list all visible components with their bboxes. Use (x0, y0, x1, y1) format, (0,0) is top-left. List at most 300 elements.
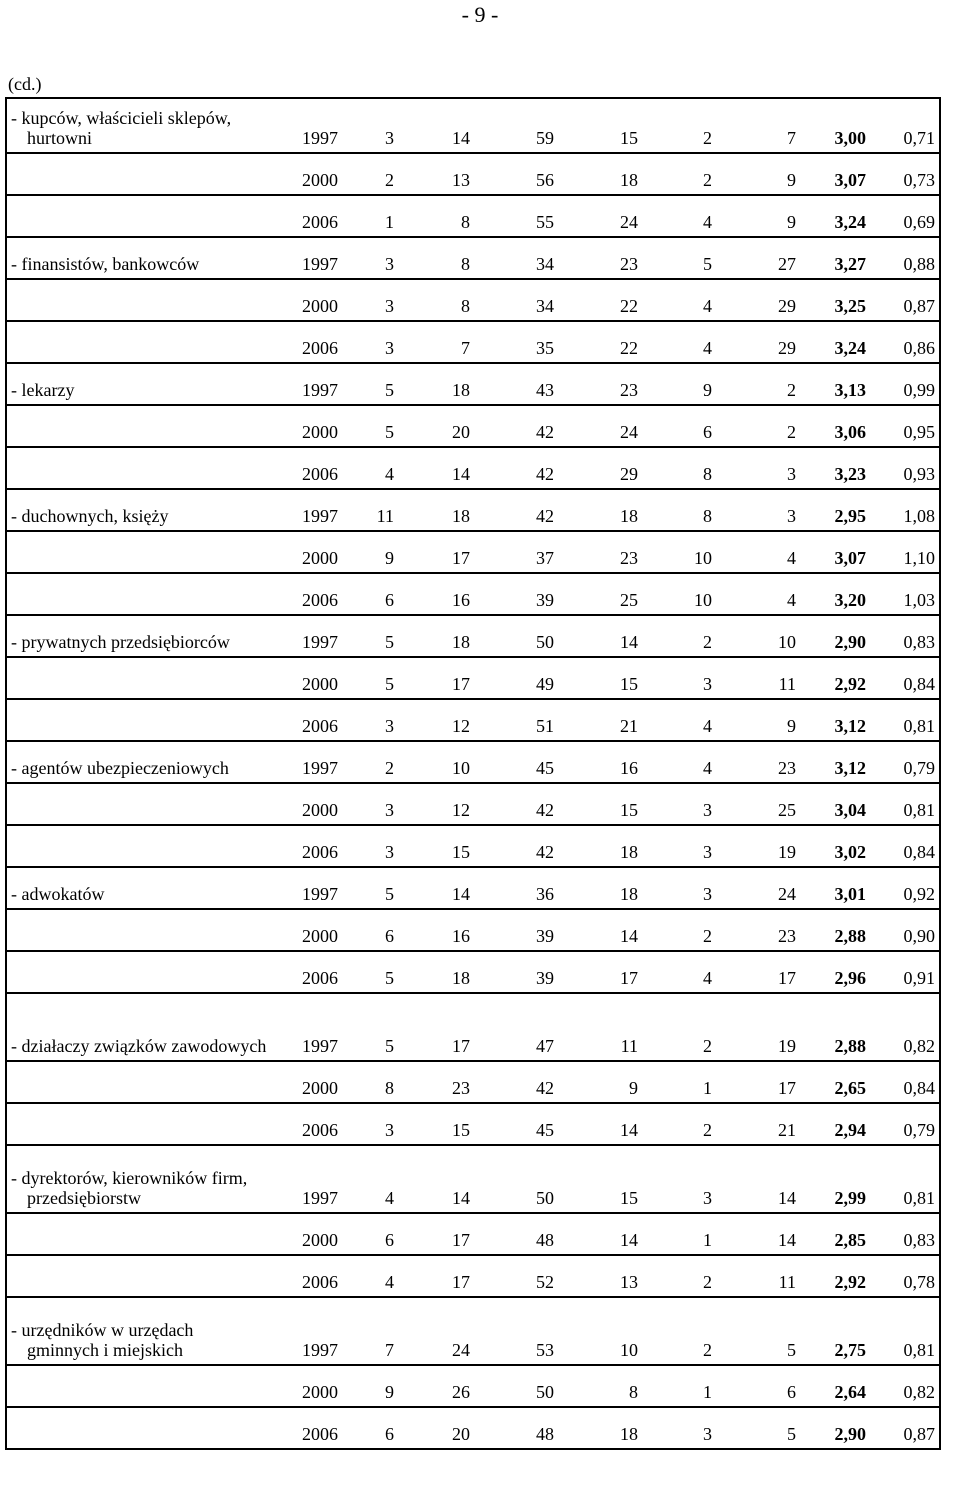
value-cell: 47 (536, 1036, 554, 1056)
year-cell: 2000 (302, 548, 338, 568)
year-cell: 1997 (302, 1036, 338, 1056)
value-cell: 10 (778, 632, 796, 652)
std-cell: 0,71 (903, 128, 935, 148)
group-label-empty (6, 1255, 282, 1297)
group-label-empty (6, 783, 282, 825)
value-cell: 12 (452, 716, 470, 736)
value-cell: 34 (536, 254, 554, 274)
value-cell: 24 (620, 212, 638, 232)
year-cell: 1997 (302, 758, 338, 778)
value-cell: 6 (385, 590, 394, 610)
std-cell: 0,82 (903, 1382, 935, 1402)
value-cell: 4 (703, 296, 712, 316)
value-cell: 23 (620, 548, 638, 568)
mean-cell: 3,27 (834, 254, 866, 274)
value-cell: 42 (536, 1078, 554, 1098)
value-cell: 27 (778, 254, 796, 274)
table-row (6, 1407, 940, 1449)
table-row (6, 741, 940, 783)
std-cell: 0,73 (903, 170, 935, 190)
value-cell: 15 (620, 800, 638, 820)
value-cell: 37 (536, 548, 554, 568)
mean-cell: 2,92 (834, 674, 866, 694)
table-row (6, 279, 940, 321)
value-cell: 3 (385, 338, 394, 358)
value-cell: 42 (536, 464, 554, 484)
mean-cell: 2,99 (834, 1188, 866, 1208)
value-cell: 20 (452, 422, 470, 442)
value-cell: 42 (536, 506, 554, 526)
table-row (6, 909, 940, 951)
value-cell: 2 (703, 1120, 712, 1140)
table-row (6, 1365, 940, 1407)
std-cell: 0,99 (903, 380, 935, 400)
value-cell: 14 (620, 632, 638, 652)
value-cell: 11 (778, 1272, 796, 1292)
table-row (6, 1213, 940, 1255)
value-cell: 39 (536, 926, 554, 946)
mean-cell: 2,65 (834, 1078, 866, 1098)
std-cell: 0,91 (903, 968, 935, 988)
group-label-empty (6, 195, 282, 237)
group-label (6, 98, 282, 153)
value-cell: 17 (452, 1036, 470, 1056)
value-cell: 21 (778, 1120, 796, 1140)
value-cell: 18 (452, 506, 470, 526)
value-cell: 9 (703, 380, 712, 400)
year-cell: 2000 (302, 800, 338, 820)
value-cell: 14 (620, 926, 638, 946)
value-cell: 8 (461, 212, 470, 232)
std-cell: 0,92 (903, 884, 935, 904)
mean-cell: 3,12 (834, 758, 866, 778)
value-cell: 2 (787, 380, 796, 400)
year-cell: 1997 (302, 506, 338, 526)
value-cell: 35 (536, 338, 554, 358)
value-cell: 5 (385, 422, 394, 442)
value-cell: 4 (385, 1188, 394, 1208)
value-cell: 5 (385, 380, 394, 400)
value-cell: 8 (461, 254, 470, 274)
value-cell: 42 (536, 800, 554, 820)
group-label-empty (6, 405, 282, 447)
mean-cell: 2,75 (834, 1340, 866, 1360)
value-cell: 5 (385, 632, 394, 652)
value-cell: 15 (452, 842, 470, 862)
value-cell: 6 (385, 1230, 394, 1250)
value-cell: 55 (536, 212, 554, 232)
group-label-empty (6, 1213, 282, 1255)
value-cell: 29 (620, 464, 638, 484)
group-label-line: - agentów ubezpieczeniowych (11, 758, 229, 778)
std-cell: 0,69 (903, 212, 935, 232)
mean-cell: 2,88 (834, 926, 866, 946)
value-cell: 8 (703, 506, 712, 526)
value-cell: 17 (778, 968, 796, 988)
group-label-line: - finansistów, bankowców (11, 254, 200, 274)
mean-cell: 2,64 (834, 1382, 866, 1402)
year-cell: 2000 (302, 296, 338, 316)
value-cell: 17 (452, 674, 470, 694)
value-cell: 24 (452, 1340, 470, 1360)
table-row (6, 363, 940, 405)
group-label-empty (6, 699, 282, 741)
year-cell: 1997 (302, 128, 338, 148)
year-cell: 2006 (302, 1272, 338, 1292)
value-cell: 2 (703, 1340, 712, 1360)
year-cell: 1997 (302, 632, 338, 652)
value-cell: 2 (385, 170, 394, 190)
value-cell: 50 (536, 1382, 554, 1402)
value-cell: 15 (452, 1120, 470, 1140)
value-cell: 18 (620, 1424, 638, 1444)
table-row (6, 951, 940, 993)
value-cell: 50 (536, 632, 554, 652)
value-cell: 34 (536, 296, 554, 316)
value-cell: 16 (452, 590, 470, 610)
value-cell: 5 (787, 1424, 796, 1444)
group-label (6, 741, 282, 783)
group-label (6, 363, 282, 405)
group-label-empty (6, 531, 282, 573)
value-cell: 17 (452, 1230, 470, 1250)
table-row (6, 98, 940, 153)
table-row (6, 699, 940, 741)
year-cell: 1997 (302, 1188, 338, 1208)
value-cell: 2 (703, 1272, 712, 1292)
value-cell: 2 (703, 632, 712, 652)
std-cell: 1,03 (903, 590, 935, 610)
group-label-empty (6, 573, 282, 615)
value-cell: 8 (703, 464, 712, 484)
value-cell: 23 (778, 926, 796, 946)
value-cell: 23 (620, 380, 638, 400)
value-cell: 14 (452, 1188, 470, 1208)
mean-cell: 2,90 (834, 1424, 866, 1444)
mean-cell: 3,01 (834, 884, 866, 904)
value-cell: 7 (385, 1340, 394, 1360)
value-cell: 23 (778, 758, 796, 778)
value-cell: 10 (694, 548, 712, 568)
std-cell: 1,10 (903, 548, 935, 568)
value-cell: 18 (620, 884, 638, 904)
std-cell: 0,95 (903, 422, 935, 442)
mean-cell: 3,24 (834, 338, 866, 358)
value-cell: 3 (703, 1188, 712, 1208)
group-label (6, 867, 282, 909)
value-cell: 4 (703, 338, 712, 358)
value-cell: 49 (536, 674, 554, 694)
value-cell: 13 (452, 170, 470, 190)
value-cell: 29 (778, 296, 796, 316)
value-cell: 17 (452, 1272, 470, 1292)
value-cell: 2 (703, 926, 712, 946)
value-cell: 18 (620, 842, 638, 862)
mean-cell: 2,85 (834, 1230, 866, 1250)
value-cell: 45 (536, 1120, 554, 1140)
value-cell: 3 (787, 506, 796, 526)
mean-cell: 2,96 (834, 968, 866, 988)
value-cell: 3 (703, 842, 712, 862)
value-cell: 4 (703, 968, 712, 988)
mean-cell: 3,25 (834, 296, 866, 316)
mean-cell: 3,13 (834, 380, 866, 400)
mean-cell: 3,07 (834, 548, 866, 568)
value-cell: 52 (536, 1272, 554, 1292)
value-cell: 18 (452, 632, 470, 652)
value-cell: 45 (536, 758, 554, 778)
value-cell: 17 (452, 548, 470, 568)
value-cell: 9 (629, 1078, 638, 1098)
std-cell: 0,86 (903, 338, 935, 358)
value-cell: 25 (620, 590, 638, 610)
value-cell: 16 (620, 758, 638, 778)
mean-cell: 3,24 (834, 212, 866, 232)
value-cell: 5 (385, 968, 394, 988)
value-cell: 19 (778, 1036, 796, 1056)
std-cell: 0,93 (903, 464, 935, 484)
group-label-line: hurtowni (27, 128, 92, 148)
table-row (6, 573, 940, 615)
group-label-empty (6, 1103, 282, 1145)
value-cell: 1 (703, 1230, 712, 1250)
table-row (6, 237, 940, 279)
value-cell: 15 (620, 674, 638, 694)
value-cell: 7 (787, 128, 796, 148)
group-label-line: - dyrektorów, kierowników firm, (11, 1168, 248, 1188)
value-cell: 16 (452, 926, 470, 946)
group-label-empty (6, 153, 282, 195)
group-label-empty (6, 321, 282, 363)
value-cell: 43 (536, 380, 554, 400)
group-label (6, 489, 282, 531)
table-row (6, 1103, 940, 1145)
value-cell: 5 (385, 884, 394, 904)
value-cell: 21 (620, 716, 638, 736)
group-label-line: - adwokatów (11, 884, 105, 904)
survey-table (5, 97, 941, 1450)
value-cell: 9 (385, 548, 394, 568)
group-label-empty (6, 657, 282, 699)
table-row (6, 531, 940, 573)
std-cell: 0,78 (903, 1272, 935, 1292)
group-label-empty (6, 825, 282, 867)
mean-cell: 3,06 (834, 422, 866, 442)
year-cell: 2006 (302, 1120, 338, 1140)
year-cell: 2006 (302, 842, 338, 862)
std-cell: 0,81 (903, 716, 935, 736)
value-cell: 25 (778, 800, 796, 820)
table-row (6, 1255, 940, 1297)
std-cell: 0,81 (903, 1188, 935, 1208)
value-cell: 18 (452, 380, 470, 400)
value-cell: 24 (778, 884, 796, 904)
mean-cell: 3,07 (834, 170, 866, 190)
year-cell: 2006 (302, 590, 338, 610)
value-cell: 3 (385, 716, 394, 736)
group-label (6, 993, 282, 1061)
value-cell: 2 (703, 128, 712, 148)
mean-cell: 3,20 (834, 590, 866, 610)
value-cell: 4 (703, 716, 712, 736)
group-label (6, 1145, 282, 1213)
group-label-empty (6, 447, 282, 489)
year-cell: 2006 (302, 464, 338, 484)
value-cell: 18 (452, 968, 470, 988)
year-cell: 1997 (302, 254, 338, 274)
std-cell: 0,84 (903, 1078, 935, 1098)
value-cell: 10 (694, 590, 712, 610)
std-cell: 0,82 (903, 1036, 935, 1056)
group-label-empty (6, 1061, 282, 1103)
value-cell: 42 (536, 422, 554, 442)
mean-cell: 2,92 (834, 1272, 866, 1292)
group-label-empty (6, 279, 282, 321)
mean-cell: 3,00 (834, 128, 866, 148)
group-label-line: - prywatnych przedsiębiorców (11, 632, 230, 652)
group-label-line: gminnych i miejskich (27, 1340, 183, 1360)
value-cell: 8 (385, 1078, 394, 1098)
std-cell: 0,79 (903, 1120, 935, 1140)
value-cell: 13 (620, 1272, 638, 1292)
value-cell: 2 (385, 758, 394, 778)
table-row (6, 489, 940, 531)
value-cell: 23 (620, 254, 638, 274)
std-cell: 0,90 (903, 926, 935, 946)
mean-cell: 3,04 (834, 800, 866, 820)
table-row (6, 993, 940, 1061)
group-label-empty (6, 1407, 282, 1449)
value-cell: 17 (620, 968, 638, 988)
std-cell: 0,84 (903, 674, 935, 694)
value-cell: 19 (778, 842, 796, 862)
year-cell: 2000 (302, 674, 338, 694)
year-cell: 2000 (302, 1078, 338, 1098)
year-cell: 1997 (302, 1340, 338, 1360)
group-label-empty (6, 951, 282, 993)
value-cell: 4 (703, 212, 712, 232)
table-row (6, 153, 940, 195)
value-cell: 5 (703, 254, 712, 274)
value-cell: 3 (385, 254, 394, 274)
mean-cell: 2,90 (834, 632, 866, 652)
table-row (6, 321, 940, 363)
value-cell: 4 (787, 590, 796, 610)
page-number: - 9 - (461, 2, 499, 27)
value-cell: 8 (629, 1382, 638, 1402)
mean-cell: 2,94 (834, 1120, 866, 1140)
value-cell: 59 (536, 128, 554, 148)
group-label (6, 615, 282, 657)
value-cell: 7 (461, 338, 470, 358)
value-cell: 3 (385, 800, 394, 820)
table-row (6, 1145, 940, 1213)
value-cell: 18 (620, 170, 638, 190)
value-cell: 6 (385, 926, 394, 946)
std-cell: 0,81 (903, 1340, 935, 1360)
value-cell: 5 (385, 674, 394, 694)
value-cell: 9 (787, 170, 796, 190)
value-cell: 3 (385, 1120, 394, 1140)
value-cell: 14 (778, 1188, 796, 1208)
value-cell: 3 (787, 464, 796, 484)
table-row (6, 867, 940, 909)
table-row (6, 1061, 940, 1103)
value-cell: 1 (703, 1078, 712, 1098)
value-cell: 6 (385, 1424, 394, 1444)
table-row (6, 783, 940, 825)
value-cell: 15 (620, 128, 638, 148)
year-cell: 2000 (302, 926, 338, 946)
value-cell: 50 (536, 1188, 554, 1208)
value-cell: 23 (452, 1078, 470, 1098)
value-cell: 42 (536, 842, 554, 862)
group-label-empty (6, 1365, 282, 1407)
table-row (6, 825, 940, 867)
value-cell: 4 (385, 464, 394, 484)
std-cell: 0,83 (903, 632, 935, 652)
value-cell: 4 (703, 758, 712, 778)
value-cell: 2 (703, 1036, 712, 1056)
std-cell: 0,87 (903, 1424, 935, 1444)
continuation-label: (cd.) (8, 74, 42, 94)
value-cell: 1 (703, 1382, 712, 1402)
year-cell: 2006 (302, 1424, 338, 1444)
value-cell: 14 (778, 1230, 796, 1250)
value-cell: 3 (703, 884, 712, 904)
std-cell: 0,79 (903, 758, 935, 778)
mean-cell: 3,23 (834, 464, 866, 484)
value-cell: 39 (536, 968, 554, 988)
value-cell: 8 (461, 296, 470, 316)
year-cell: 1997 (302, 884, 338, 904)
year-cell: 2000 (302, 1230, 338, 1250)
group-label-line: - kupców, właścicieli sklepów, (11, 108, 232, 128)
value-cell: 18 (620, 506, 638, 526)
std-cell: 0,83 (903, 1230, 935, 1250)
table-row (6, 195, 940, 237)
value-cell: 56 (536, 170, 554, 190)
value-cell: 12 (452, 800, 470, 820)
value-cell: 2 (703, 170, 712, 190)
value-cell: 48 (536, 1424, 554, 1444)
value-cell: 11 (376, 506, 394, 526)
value-cell: 15 (620, 1188, 638, 1208)
group-label-line: przedsiębiorstw (27, 1188, 141, 1208)
group-label-line: - duchownych, księży (11, 506, 169, 526)
table-row (6, 405, 940, 447)
mean-cell: 2,95 (834, 506, 866, 526)
value-cell: 39 (536, 590, 554, 610)
value-cell: 10 (452, 758, 470, 778)
value-cell: 5 (385, 1036, 394, 1056)
table-row (6, 657, 940, 699)
year-cell: 2000 (302, 422, 338, 442)
value-cell: 36 (536, 884, 554, 904)
mean-cell: 3,02 (834, 842, 866, 862)
value-cell: 20 (452, 1424, 470, 1444)
value-cell: 2 (787, 422, 796, 442)
value-cell: 11 (778, 674, 796, 694)
year-cell: 2006 (302, 968, 338, 988)
mean-cell: 3,12 (834, 716, 866, 736)
value-cell: 3 (385, 842, 394, 862)
value-cell: 9 (385, 1382, 394, 1402)
group-label-line: - urzędników w urzędach (11, 1320, 194, 1340)
value-cell: 3 (385, 128, 394, 148)
value-cell: 17 (778, 1078, 796, 1098)
value-cell: 24 (620, 422, 638, 442)
